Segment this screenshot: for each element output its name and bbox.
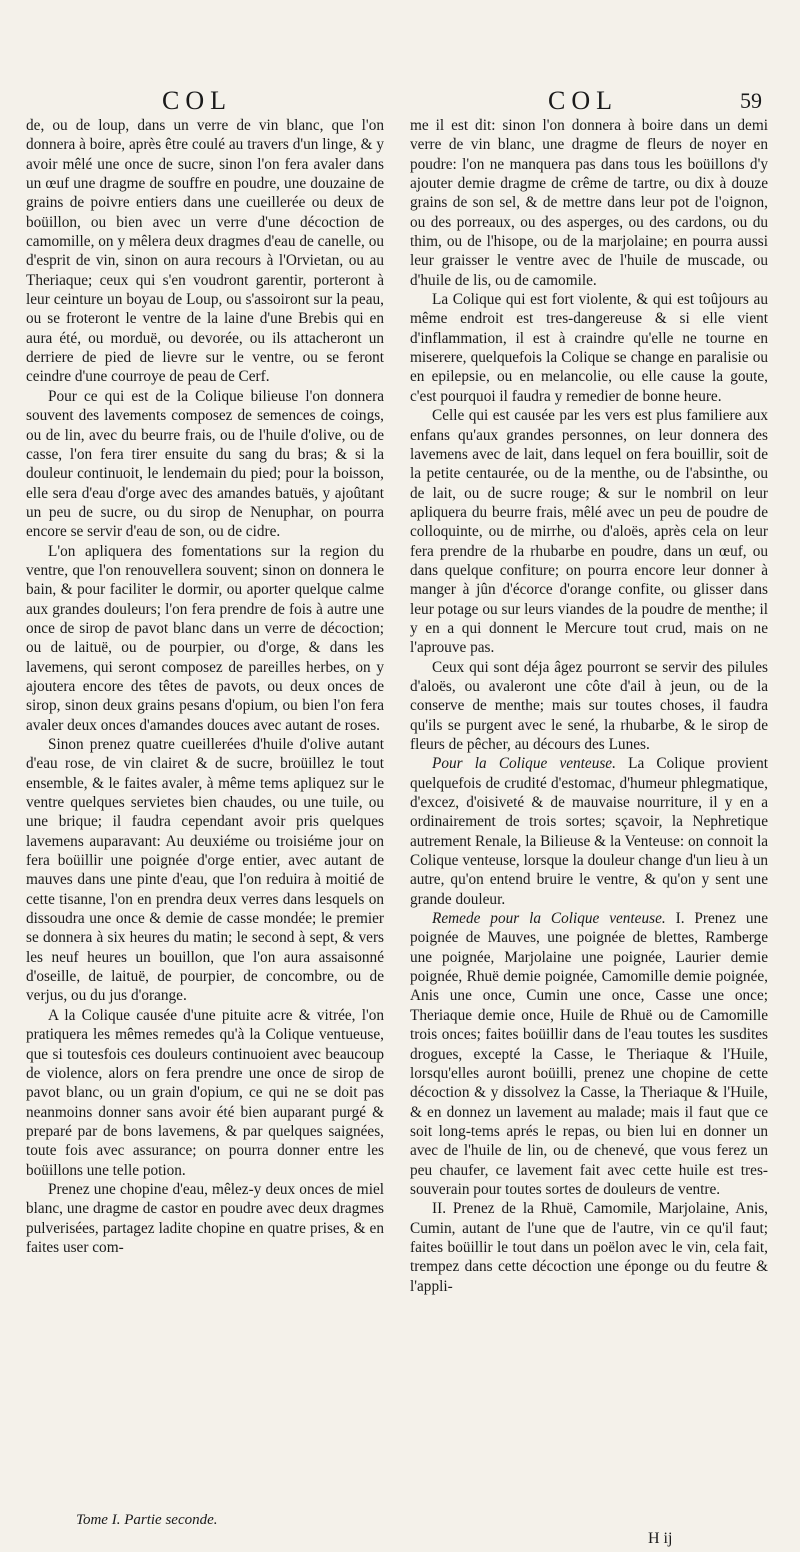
paragraph — [410, 754, 768, 909]
paragraph: Sinon prenez quatre cueillerées d'huile d'olive autant d'eau rose, de vin clairet & de sucre, broüillez le tout ensemble, & le faites avaler, à même tems apliquez sur le ventre quelques servietes bien chaudes, ou une tuile, ou une brique; il faudra cependant avoir pris quelques lavemens auparavant: Au deuxiéme ou troisiéme jour on fera boüillir une poignée d'orge entier, avec autant de mauves dans une pinte d'eau, que l'on reduira à moitié de cette tisanne, l'on en prendra deux verres dans lesquels on dissoudra une once & demie de casse mondée; le premier se donnera à six heures du matin; le second à sept, & vers les neuf heures un bouillon, que l'on aura assaisonné d'oseille, de laituë, de pourpier, de concombre, ou de verjus, ou du jus d'orange. — [26, 736, 384, 1005]
paragraph: me il est dit: sinon l'on donnera à boire dans un demi verre de vin blanc, une dragme de fleurs de noyer en poudre: l'on ne manquera pas dans tous les boüillons d'y ajouter demie dragme de crême de tartre, ou dix à douze grains de son sel, & de mettre dans leur pot de l'oignon, ou des porreaux, ou des asperges, ou des cardons, ou du thim, ou de l'hisope, ou de la marjolaine; en pourra aussi leur graisser le ventre avec de l'huile de muscade, ou d'huile de lis, ou de camomile. — [410, 117, 768, 289]
section-heading: Remede pour la Colique venteuse. — [432, 910, 666, 928]
paragraph: Ceux qui sont déja âgez pourront se servir des pilules d'aloës, ou avaleront une côte d'ail à jeun, ou de la conserve de menthe; mais sur toutes choses, il faudra qu'ils se purgent avec le sené, la rhubarbe, & le sirop de fleurs de pêcher, au décours des Lunes. — [410, 658, 768, 753]
paragraph-text: La Colique provient quelquefois de crudité d'estomac, d'humeur phlegmatique, d'excez, d'oisiveté & de mauvaise nourriture, il y en a ordinairement de trois sortes; sçavoir, la Nephretique autrement Renale, la Bilieuse & la Venteuse: on connoit la Colique venteuse, lorsque la douleur change d'un lieu à un autre, qu'on entend bruire le ventre, & qu'on y sent une grande douleur. — [410, 755, 768, 908]
running-head-right: COL — [548, 86, 618, 115]
section-heading: Pour la Colique venteuse. — [432, 755, 616, 773]
paragraph: L'on apliquera des fomentations sur la region du ventre, que l'on renouvellera souvent; sinon on donnera le bain, & pour faciliter le dormir, ou aporter quelque calme aux grandes douleurs; l'on fera prendre de fois à autre une once de sirop de pavot blanc dans un verre de décoction; ou de laituë, ou de pourpier, ou d'orge, & dans les lavemens, qui seront composez de pareilles herbes, on y ajoutera encore des têtes de pavots, ou deux onces de sirop, sinon deux grains pesans d'opium, ou bien l'on fera avaler deux onces d'amandes douces avec autant de roses. — [26, 542, 384, 734]
paragraph-text: I. Prenez une poignée de Mauves, une poignée de blettes, Ramberge une poignée, Marjolaine une poignée, Laurier demie poignée, Rhuë demie poignée, Camomille demie poignée, Anis une once, Cumin une once, Casse une once; Theriaque demie once, Huile de Rhuë ou de Camomille trois onces; faites boüillir dans de l'eau toutes les susdites drogues, excepté la Casse, le Theriaque & l'Huile, lorsqu'elles auront boüilli, prenez une chopine de cette décoction & y dissolvez la Casse, la Theriaque & l'Huile, & en donnez un lavement au malade; mais il faut que ce soit long-tems aprés le repas, ou bien lui en donner un avec de l'huile de lin, ou de chenevé, que vous ferez un peu chaufer, ce lavement fait avec cette huile est tres-souverain pour toutes sortes de douleurs de ventre. — [410, 910, 768, 1198]
paragraph: de, ou de loup, dans un verre de vin blanc, que l'on donnera à boire, après être coulé au travers d'un linge, & y avoir mêlé une once de sucre, sinon l'on fera avaler dans un œuf une dragme de souffre en poudre, une douzaine de grains de poivre entiers dans une cueillerée ou deux de boüillon, ou bien avec un verre d'une décoction de camomille, on y mêlera deux dragmes d'eau de canelle, ou d'esprit de vin, sinon on aura recours à l'Orvietan, ou au Theriaque; ceux qui s'en voudront garentir, porteront à leur ceinture un boyau de Loup, ou s'assoiront sur la peau, ou se froteront le ventre de la laine d'une Brebis qui en aura été, ou morduë, ou devorée, ou ils attacheront un derriere de pied de lievre sur le ventre, ou se feront ceindre d'une courroye de peau de Cerf. — [26, 117, 384, 386]
page-number: 59 — [740, 88, 762, 113]
running-head-left: COL — [162, 86, 232, 115]
paragraph: Prenez une chopine d'eau, mêlez-y deux onces de miel blanc, une dragme de castor en poudre avec deux dragmes pulverisées, partagez ladite chopine en quatre prises, & en faites user com- — [26, 1180, 384, 1256]
left-column — [26, 116, 384, 1257]
signature-mark: H ij — [648, 1530, 673, 1547]
right-column — [410, 116, 768, 1296]
paragraph: Celle qui est causée par les vers est plus familiere aux enfans qu'aux grandes personnes, on leur donnera des lavemens avec de lait, dans lequel on fera bouillir, soit de la petite centaurée, ou de la menthe, ou de l'absinthe, ou de lait, ou de sucre rouge; & sur le nombril on leur apliquera du beurre frais, mêlé avec un peu de poudre de colloquinte, ou de mirrhe, ou d'aloës, après cela on leur fera prendre de la rhubarbe en poudre, dans un œuf, ou dans quelque confiture; on pourra encore leur donner à manger à jûn d'écorce d'orange confite, ou glisser dans leur potage ou sur leurs viandes de la poudre de menthe; il y en a qui donnent le Mercure tout crud, mais on ne l'aprouve pas. — [410, 407, 768, 657]
paragraph: II. Prenez de la Rhuë, Camomile, Marjolaine, Anis, Cumin, autant de l'une que de l'autre, vin ce qu'il faut; faites boüillir le tout dans un poëlon avec le vin, cela fait, trempez dans cette décoction une éponge ou du feutre & l'appli- — [410, 1200, 768, 1295]
paragraph: Pour ce qui est de la Colique bilieuse l'on donnera souvent des lavements composez de semences de coings, ou de lin, avec du beurre frais, ou de l'huile d'olive, ou de casse, l'on fera tirer ensuite du sang du bras; & si la douleur continuoit, le lendemain du pied; pour la boisson, elle sera d'eau d'orge avec des amandes batuës, y ajoûtant un peu de sucre, ou du sirop de Nenuphar, on pourra encore se servir d'eau de son, ou de cidre. — [26, 387, 384, 541]
paragraph: La Colique qui est fort violente, & qui est toûjours au même endroit est tres-dangereuse & si elle vient d'inflammation, il est à craindre qu'elle ne tourne en miserere, quelquefois la Colique se change en paralisie ou en epilepsie, ou en melancolie, ou elle cause la goute, c'est pourquoi il faudra y remedier de bonne heure. — [410, 291, 768, 405]
signature-line: Tome I. Partie seconde. — [76, 1512, 218, 1528]
paragraph: A la Colique causée d'une pituite acre & vitrée, l'on pratiquera les mêmes remedes qu'à la Colique ventueuse, que si toutesfois ces douleurs continuoient avec beaucoup de violence, alors on fera prendre une once de sirop de pavot blanc, ou un grain d'opium, ce qui ne se doit pas neanmoins donner sans avoir été bien auparant purgé & preparé par de bons lavemens, & par quelques saignées, toute fois avec assurance; on pourra donner entre les boüillons une telle potion. — [26, 1006, 384, 1179]
paragraph — [410, 909, 768, 1199]
